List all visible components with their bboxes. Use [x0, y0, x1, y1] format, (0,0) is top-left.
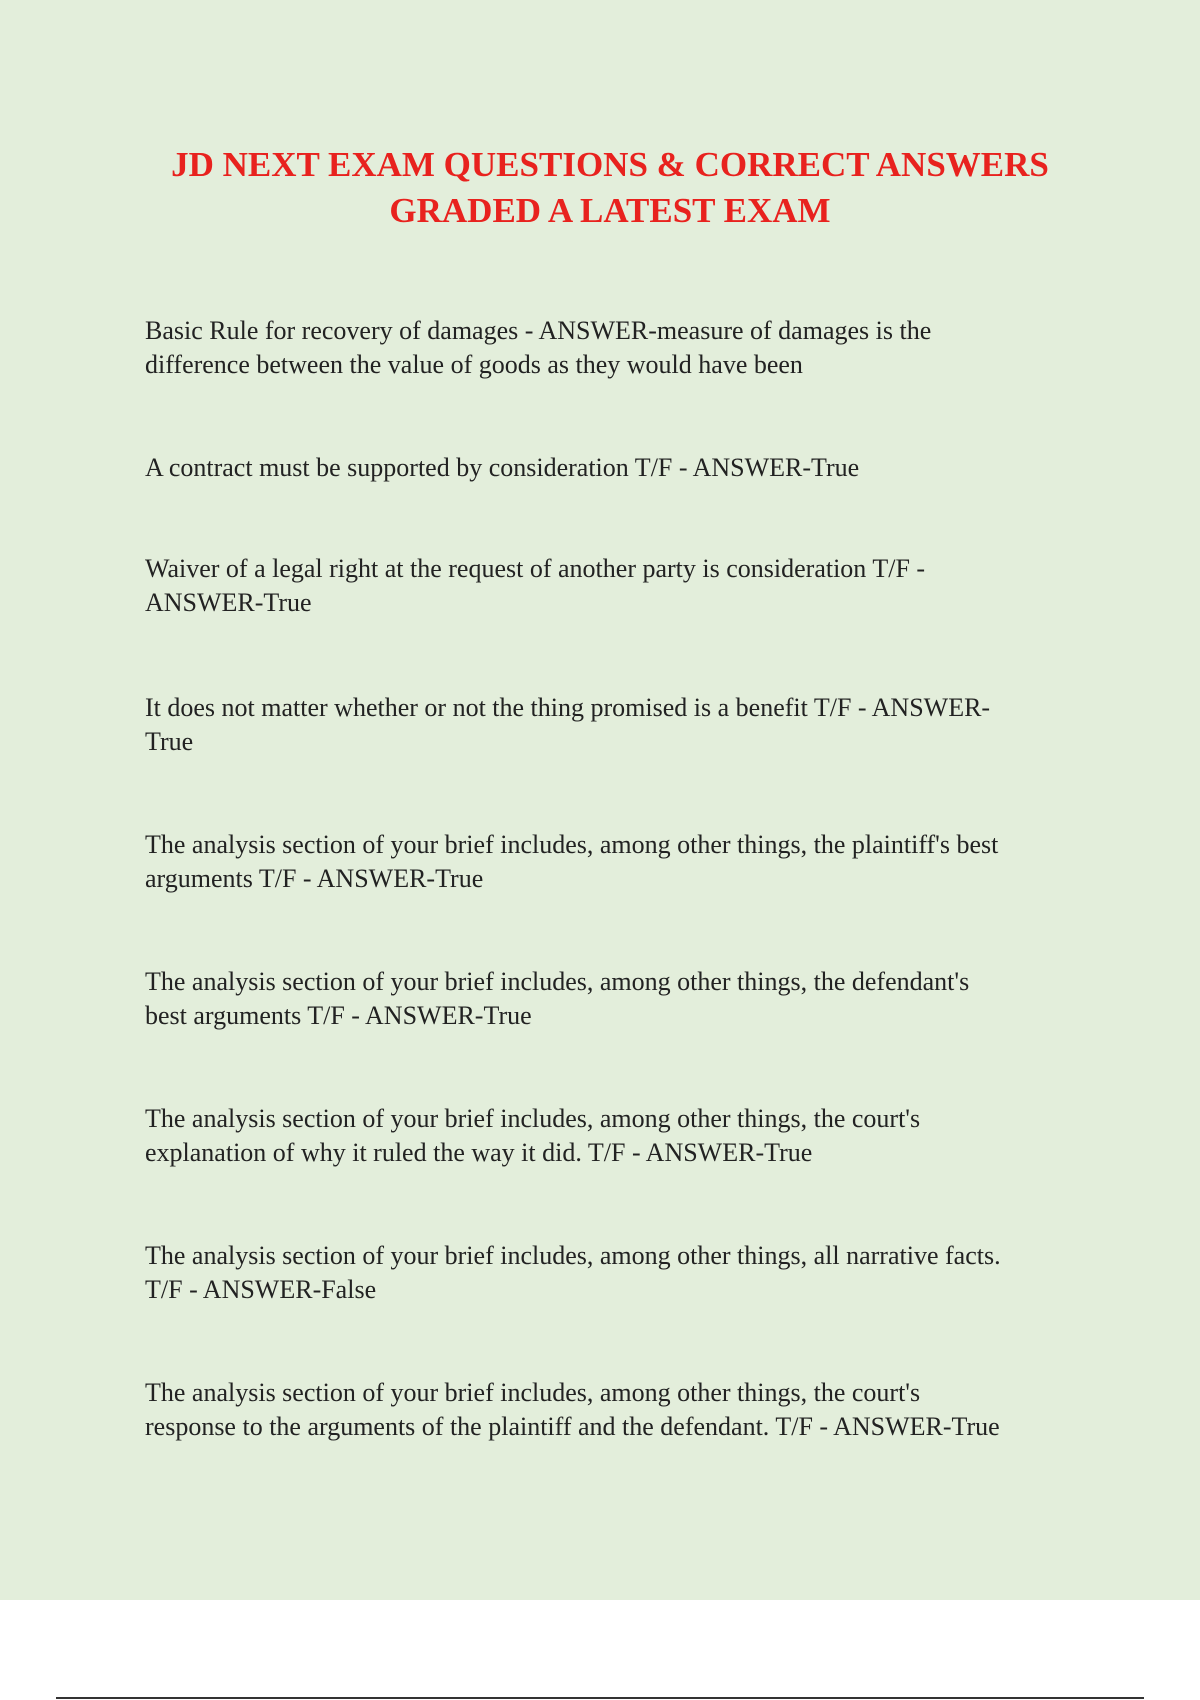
qa-item-3-line-1: Waiver of a legal right at the request of another party is consideration T/F - — [145, 554, 926, 583]
qa-item-3 — [145, 552, 1085, 620]
qa-item-8-line-2: T/F - ANSWER-False — [145, 1275, 377, 1304]
qa-item-7 — [145, 1102, 1085, 1170]
qa-item-5-line-2: arguments T/F - ANSWER-True — [145, 864, 484, 893]
qa-item-8 — [145, 1239, 1085, 1307]
document-title — [140, 142, 1080, 234]
qa-item-1 — [145, 314, 1085, 382]
footer-rule — [56, 1697, 1144, 1699]
qa-item-7-line-2: explanation of why it ruled the way it did. T/F - ANSWER-True — [145, 1138, 813, 1167]
title-line-2: GRADED A LATEST EXAM — [389, 191, 831, 230]
qa-item-8-line-1: The analysis section of your brief includes, among other things, all narrative facts. — [145, 1241, 1001, 1270]
qa-item-2 — [145, 451, 1085, 485]
qa-item-5-line-1: The analysis section of your brief includes, among other things, the plaintiff's best — [145, 830, 999, 859]
qa-item-9-line-2: response to the arguments of the plaintiff and the defendant. T/F - ANSWER-True — [145, 1412, 1000, 1441]
qa-item-1-line-1: Basic Rule for recovery of damages - ANSWER-measure of damages is the — [145, 316, 932, 345]
title-line-1: JD NEXT EXAM QUESTIONS & CORRECT ANSWERS — [171, 145, 1049, 184]
qa-item-6 — [145, 965, 1085, 1033]
qa-item-2-line-1: A contract must be supported by consideration T/F - ANSWER-True — [145, 453, 860, 482]
qa-item-1-line-2: difference between the value of goods as they would have been — [145, 350, 803, 379]
qa-item-4-line-1: It does not matter whether or not the thing promised is a benefit T/F - ANSWER- — [145, 693, 991, 722]
qa-item-6-line-1: The analysis section of your brief includes, among other things, the defendant's — [145, 967, 970, 996]
qa-item-5 — [145, 828, 1085, 896]
qa-item-4 — [145, 691, 1085, 759]
qa-item-9-line-1: The analysis section of your brief includes, among other things, the court's — [145, 1378, 921, 1407]
qa-item-3-line-2: ANSWER-True — [145, 588, 312, 617]
qa-item-6-line-2: best arguments T/F - ANSWER-True — [145, 1001, 532, 1030]
qa-item-7-line-1: The analysis section of your brief includes, among other things, the court's — [145, 1104, 921, 1133]
qa-item-9 — [145, 1376, 1085, 1444]
qa-item-4-line-2: True — [145, 727, 194, 756]
